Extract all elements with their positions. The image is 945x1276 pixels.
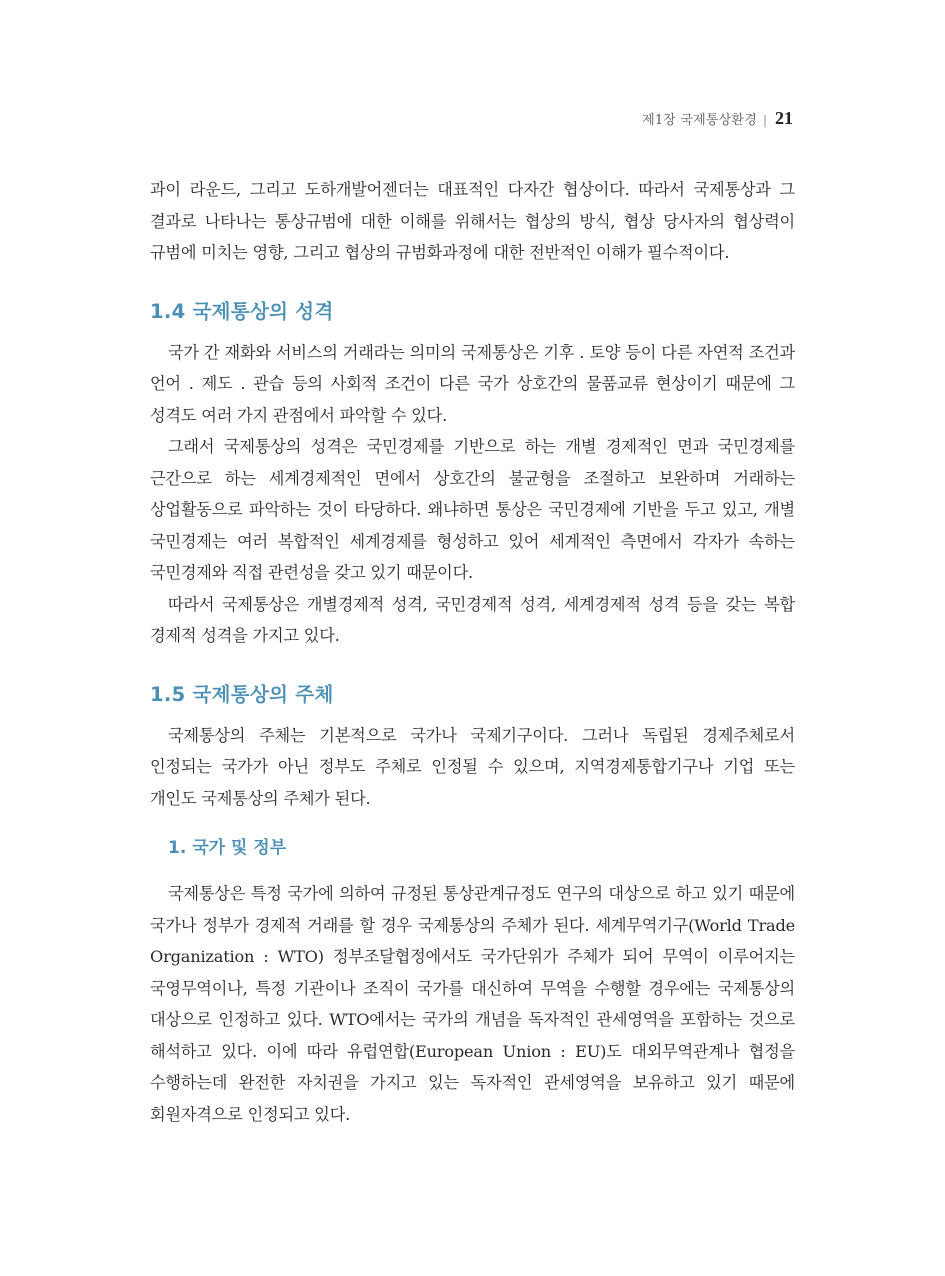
paragraph: 국제통상은 특정 국가에 의하여 규정된 통상관계규정도 연구의 대상으로 하고 있기 때문에 국가나 정부가 경제적 거래를 할 경우 국제통상의 주체가 된다. 세계무역기구(World Trade Organization : WTO) 정부조달협정에서도 국가단위가 주체가 되어 무역이 이루어지는 국영무역이나, 특정 기관이나 조직이 국가를 대신하여 무역을 수행할 경우에는 국제통상의 대상으로 인정하고 있다. WTO에서는 국가의 개념을 독자적인 관세영역을 포함하는 것으로 해석하고 있다. 이에 따라 유럽연합(European Union : EU)도 대외무역관계나 협정을 수행하는데 완전한 자치권을 가지고 있는 독자적인 관세영역을 보유하고 있기 때문에 회원자격으로 인정되고 있다. bbox=[150, 884, 795, 1124]
running-header bbox=[642, 108, 793, 129]
page-number: 21 bbox=[775, 108, 793, 128]
section-heading-1-4: 1.4 국제통상의 성격 bbox=[150, 299, 334, 323]
page-body bbox=[150, 174, 795, 1130]
header-separator: | bbox=[762, 113, 767, 127]
section-heading-1-5: 1.5 국제통상의 주체 bbox=[150, 682, 334, 706]
paragraph: 국가 간 재화와 서비스의 거래라는 의미의 국제통상은 기후 . 토양 등이 다른 자연적 조건과 언어 . 제도 . 관습 등의 사회적 조건이 다른 국가 상호간의 물품교류 현상이기 때문에 그 성격도 여러 가지 관점에서 파악할 수 있다. bbox=[150, 342, 795, 425]
paragraph: 국제통상의 주체는 기본적으로 국가나 국제기구이다. 그러나 독립된 경제주체로서 인정되는 국가가 아닌 정부도 주체로 인정될 수 있으며, 지역경제통합기구나 기업 또는 개인도 국제통상의 주체가 된다. bbox=[150, 725, 795, 808]
subsection-heading-1: 1. 국가 및 정부 bbox=[168, 838, 287, 858]
chapter-title: 제1장 국제통상환경 bbox=[642, 113, 757, 128]
paragraph: 그래서 국제통상의 성격은 국민경제를 기반으로 하는 개별 경제적인 면과 국민경제를 근간으로 하는 세계경제적인 면에서 상호간의 불균형을 조절하고 보완하며 거래하는 상업활동으로 파악하는 것이 타당하다. 왜냐하면 통상은 국민경제에 기반을 두고 있고, 개별 국민경제는 여러 복합적인 세계경제를 형성하고 있어 세계적인 측면에서 각자가 속하는 국민경제와 직접 관련성을 갖고 있기 때문이다. bbox=[150, 437, 795, 582]
intro-paragraph: 과이 라운드, 그리고 도하개발어젠더는 대표적인 다자간 협상이다. 따라서 국제통상과 그 결과로 나타나는 통상규범에 대한 이해를 위해서는 협상의 방식, 협상 당사자의 협상력이 규범에 미치는 영향, 그리고 협상의 규범화과정에 대한 전반적인 이해가 필수적이다. bbox=[150, 180, 795, 262]
paragraph: 따라서 국제통상은 개별경제적 성격, 국민경제적 성격, 세계경제적 성격 등을 갖는 복합 경제적 성격을 가지고 있다. bbox=[150, 594, 795, 645]
